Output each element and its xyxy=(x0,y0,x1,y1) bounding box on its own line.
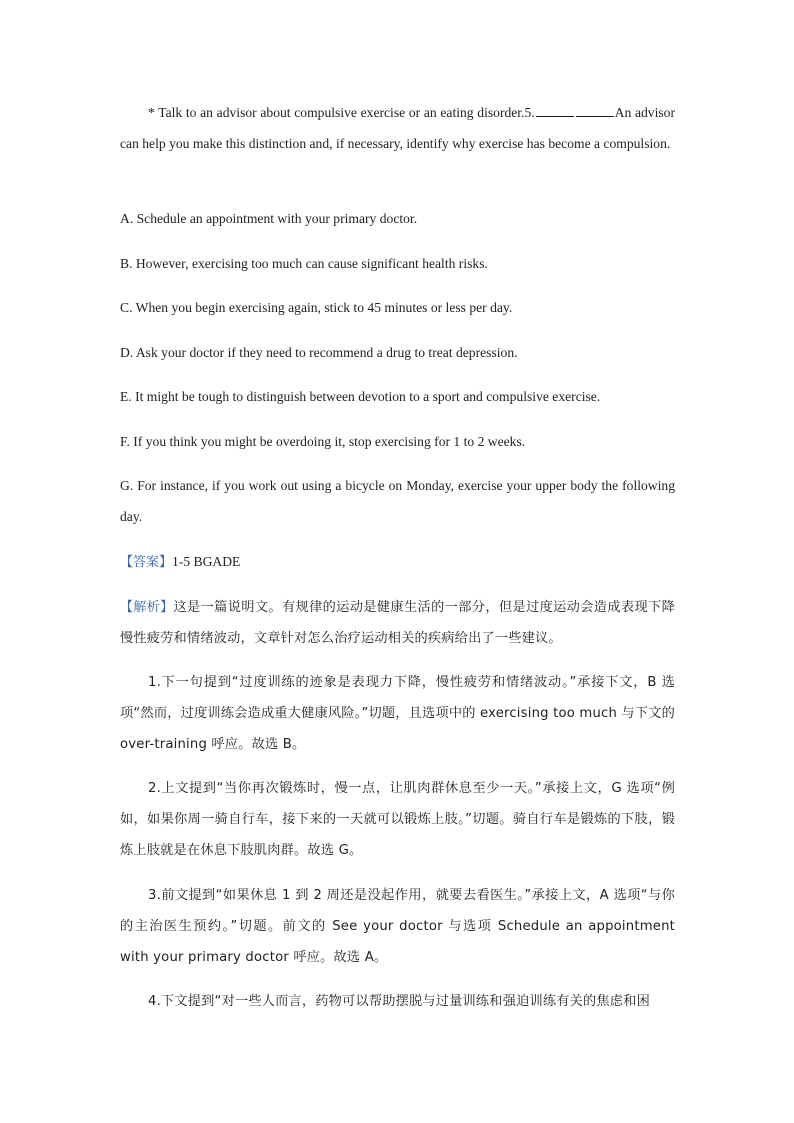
option-g: G. For instance, if you work out using a bicycle on Monday, exercise your upper body the following day. xyxy=(120,478,675,524)
analysis-item-1: 1.下一句提到“过度训练的迹象是表现力下降，慢性疲劳和情绪波动。”承接下文，B 选项“然而，过度训练会造成重大健康风险。”切题，且选项中的 exercising too much 与下文的 over-training 呼应。故选 B。 xyxy=(120,675,675,752)
option-d: D. Ask your doctor if they need to recommend a drug to treat depression. xyxy=(120,345,518,360)
answer-blank xyxy=(576,104,614,117)
analysis-item-4: 4.下文提到“对一些人而言，药物可以帮助摆脱与过量训练和强迫训练有关的焦虑和困 xyxy=(148,994,650,1009)
item5-text-before: * Talk to an advisor about compulsive exercise or an eating disorder.5. xyxy=(148,105,535,120)
analysis-intro xyxy=(120,592,675,654)
option-f: F. If you think you might be overdoing it, stop exercising for 1 to 2 weeks. xyxy=(120,434,526,449)
analysis-item-2: 2.上文提到“当你再次锻炼时，慢一点，让肌肉群休息至少一天。”承接上文，G 选项“例如，如果你周一骑自行车，接下来的一天就可以锻炼上肢。”切题。骑自行车是锻炼的下肢，锻炼上肢就是在休息下肢肌肉群。故选 G。 xyxy=(120,781,675,858)
answer-label: 【答案】 xyxy=(120,555,173,570)
option-e: E. It might be tough to distinguish between devotion to a sport and compulsive exercise. xyxy=(120,389,601,404)
answer-blank xyxy=(536,104,574,117)
option-a: A. Schedule an appointment with your primary doctor. xyxy=(120,211,418,226)
option-c: C. When you begin exercising again, stick to 45 minutes or less per day. xyxy=(120,300,513,315)
passage-item-5 xyxy=(120,97,675,159)
option-b: B. However, exercising too much can cause significant health risks. xyxy=(120,256,488,271)
answer-line xyxy=(120,546,675,578)
analysis-label: 【解析】 xyxy=(120,600,174,615)
analysis-intro-text: 这是一篇说明文。有规律的运动是健康生活的一部分，但是过度运动会造成表现下降慢性疲劳和情绪波动，文章针对怎么治疗运动相关的疾病给出了一些建议。 xyxy=(120,600,675,646)
item5-text-after: An advisor can help you make this distinction and, if necessary, identify why exercise has become a compulsion. xyxy=(120,105,675,151)
answer-value: 1-5 BGADE xyxy=(172,554,241,569)
analysis-item-3: 3.前文提到“如果休息 1 到 2 周还是没起作用，就要去看医生。”承接上文，A 选项“与你的主治医生预约。”切题。前文的 See your doctor 与选项 Schedule an appointment with your primary doctor 呼应。故选 A。 xyxy=(120,888,675,965)
